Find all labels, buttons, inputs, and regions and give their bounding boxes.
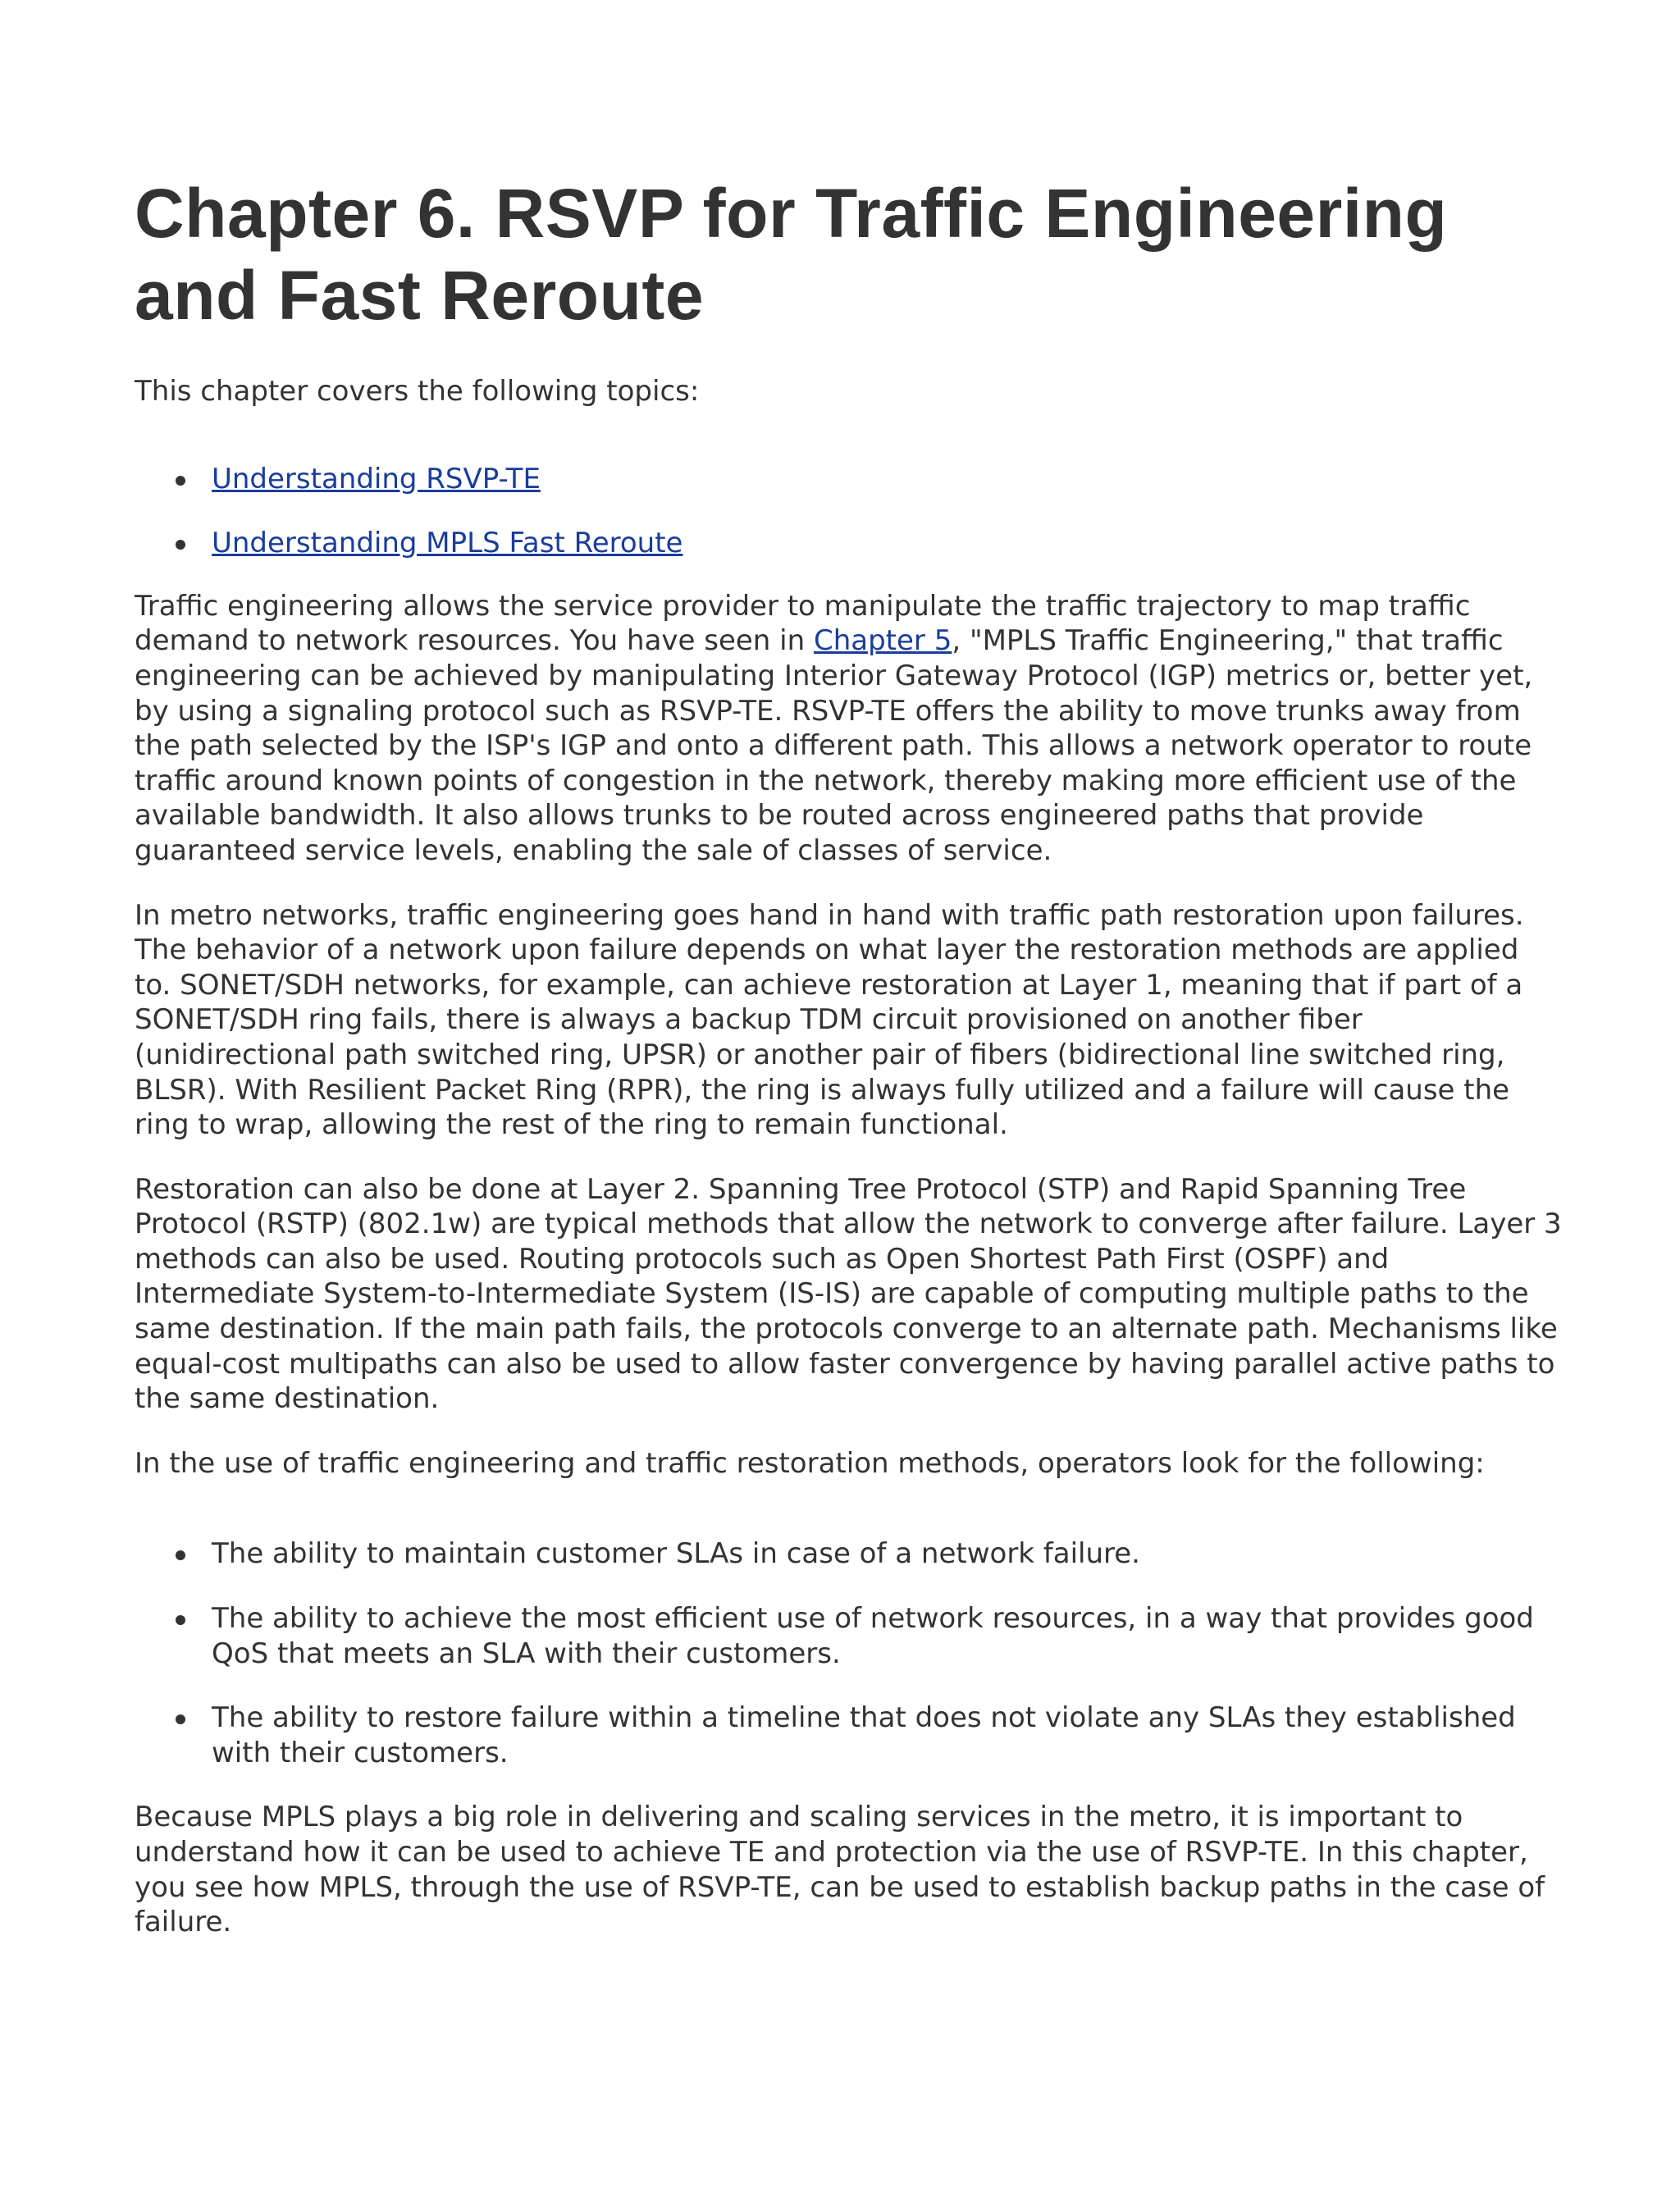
bullet-icon (176, 540, 185, 550)
bullet-icon (176, 1550, 185, 1560)
paragraph-mpls-role: Because MPLS plays a big role in delivering and scaling services in the metro, it is important to understand how it can be used to achieve TE and protection via the use of RSVP-TE. In this chapter, you see how MPLS, through the use of RSVP-TE, can be used to establish backup paths in the case of failure. (135, 1801, 1545, 1939)
chapter-title: Chapter 6. RSVP for Traffic Engineering and Fast Reroute (135, 175, 1448, 334)
list-item (135, 1701, 1562, 1770)
list-item (135, 1601, 1562, 1671)
list-item (135, 1536, 1562, 1572)
list-item-text: The ability to maintain customer SLAs in case of a network failure. (212, 1537, 1140, 1571)
list-item (135, 526, 1562, 561)
bullet-icon (176, 476, 185, 486)
goals-list (135, 1536, 1562, 1770)
bullet-icon (176, 1714, 185, 1724)
chapter-5-link[interactable]: Chapter 5 (813, 624, 952, 658)
topic-link-mpls-fast-reroute[interactable]: Understanding MPLS Fast Reroute (212, 527, 683, 560)
list-item-text: The ability to achieve the most efficient use of network resources, in a way that provides good QoS that meets an SLA with their customers. (212, 1602, 1534, 1670)
paragraph-traffic-engineering (135, 589, 1562, 869)
list-item (135, 462, 1562, 497)
paragraph-operators-look-for: In the use of traffic engineering and traffic restoration methods, operators look for the following: (135, 1446, 1485, 1480)
list-item-text: The ability to restore failure within a timeline that does not violate any SLAs they established with their customers. (212, 1701, 1516, 1769)
topics-list (135, 462, 1562, 561)
paragraph-text: , "MPLS Traffic Engineering," that traffic engineering can be achieved by manipulating Interior Gateway Protocol (IGP) metrics or, better yet, by using a signaling protocol such as RSVP-TE. RSVP-TE offers the ability to move trunks away from the path selected by the ISP's IGP and onto a different path. This allows a network operator to route traffic around known points of congestion in the network, thereby making more efficient use of the available bandwidth. It also allows trunks to be routed across engineered paths that provide guaranteed service levels, enabling the sale of classes of service. (135, 624, 1533, 867)
paragraph-text: Traffic engineering allows the service provider to manipulate the traffic trajectory to map traffic demand to network resources. You have seen in (135, 589, 1471, 658)
document-content (135, 172, 1562, 1940)
bullet-icon (176, 1615, 185, 1625)
paragraph-metro-networks: In metro networks, traffic engineering goes hand in hand with traffic path restoration upon failures. The behavior of a network upon failure depends on what layer the restoration methods are applied to. SONET/SDH networks, for example, can achieve restoration at Layer 1, meaning that if part of a SONET/SDH ring fails, there is always a backup TDM circuit provisioned on another fiber (unidirectional path switched ring, UPSR) or another pair of fibers (bidirectional line switched ring, BLSR). With Resilient Packet Ring (RPR), the ring is always fully utilized and a failure will cause the ring to wrap, allowing the rest of the ring to remain functional. (135, 898, 1524, 1142)
intro-text: This chapter covers the following topics: (135, 375, 700, 408)
paragraph-restoration: Restoration can also be done at Layer 2. Spanning Tree Protocol (STP) and Rapid Spanning Tree Protocol (RSTP) (802.1w) are typical methods that allow the network to converge after failure. Layer 3 methods can also be used. Routing protocols such as Open Shortest Path First (OSPF) and Intermediate System-to-Intermediate System (IS-IS) are capable of computing multiple paths to the same destination. If the main path fails, the protocols converge to an alternate path. Mechanisms like equal-cost multipaths can also be used to allow faster convergence by having parallel active paths to the same destination. (135, 1172, 1562, 1416)
topic-link-rsvp-te[interactable]: Understanding RSVP-TE (212, 462, 541, 495)
